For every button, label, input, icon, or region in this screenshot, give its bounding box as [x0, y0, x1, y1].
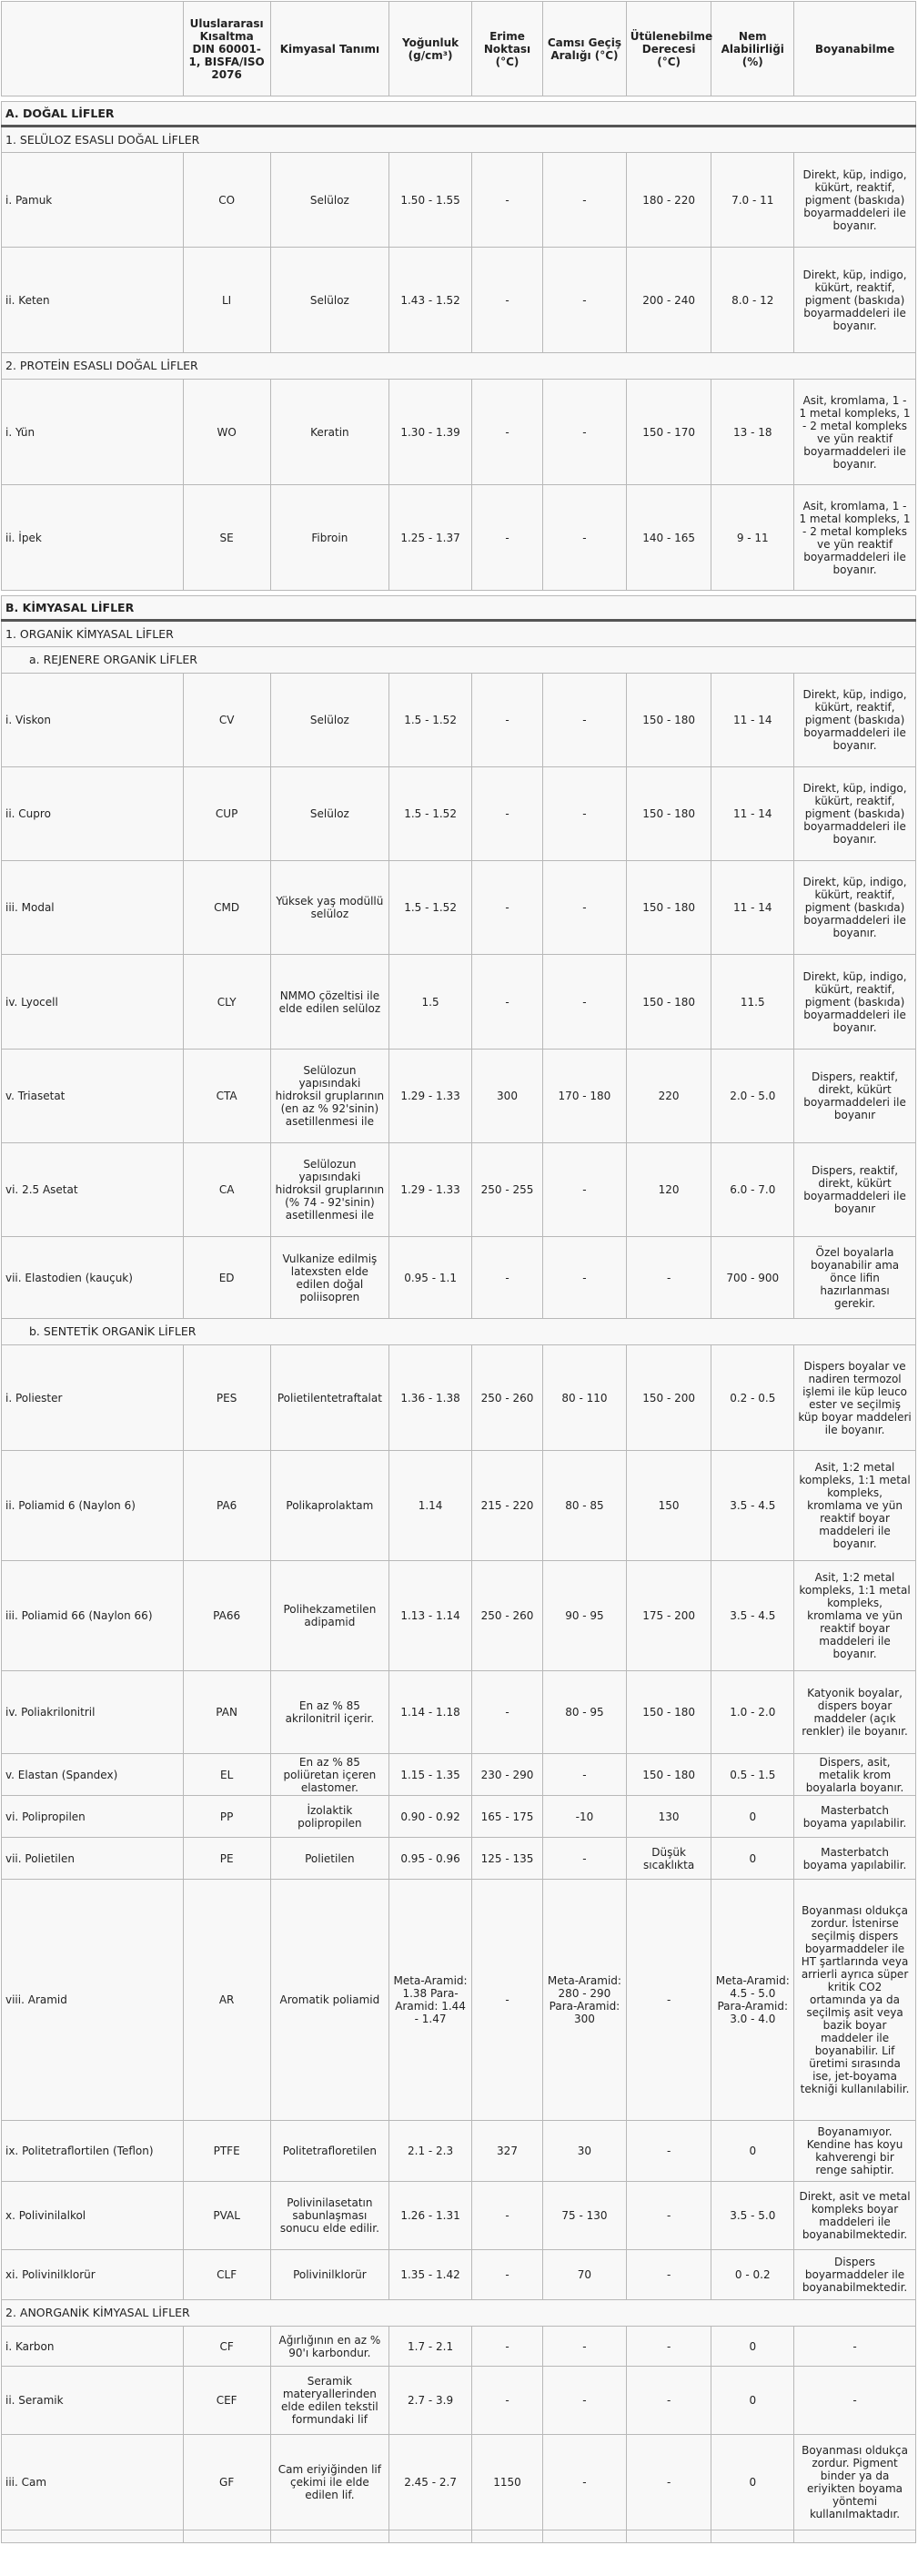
ironing-temp-cell: - — [626, 2182, 711, 2250]
moisture-regain-cell: 11 - 14 — [711, 767, 794, 861]
dyeability-cell: Asit, kromlama, 1 - 1 metal kompleks, 1 - 2 metal kompleks ve yün reaktif boyarmaddeleri ile boyanır. — [794, 380, 916, 485]
glass-transition-cell: - — [543, 1237, 627, 1319]
glass-transition-cell: 80 - 110 — [543, 1345, 627, 1451]
fiber-name-cell: ii. Keten — [2, 248, 184, 353]
empty-cell — [270, 2530, 389, 2543]
fiber-name-cell: iii. Cam — [2, 2435, 184, 2530]
chemical-definition-cell: Selüloz — [270, 248, 389, 353]
ironing-temp-cell: 150 - 180 — [626, 861, 711, 955]
melting-point-cell: - — [471, 2250, 542, 2300]
ironing-temp-cell: - — [626, 1880, 711, 2121]
chemical-definition-cell: Fibroin — [270, 485, 389, 591]
ironing-temp-cell: 120 — [626, 1143, 711, 1237]
chemical-definition-cell: En az % 85 akrilonitril içerir. — [270, 1671, 389, 1754]
density-cell: 1.26 - 1.31 — [389, 2182, 472, 2250]
header-cell: Nem Alabilirliği (%) — [711, 2, 794, 96]
ironing-temp-cell: 200 - 240 — [626, 248, 711, 353]
dyeability-cell: Asit, 1:2 metal kompleks, 1:1 metal kompleks, kromlama ve yün reaktif boyar maddeleri ile boyanır. — [794, 1561, 916, 1671]
subsection-heading: a. REJENERE ORGANİK LİFLER — [2, 647, 916, 674]
chemical-definition-cell: Selülozun yapısındaki hidroksil gruplarının (en az % 92'sinin) asetillenmesi ile — [270, 1050, 389, 1143]
melting-point-cell: 165 - 175 — [471, 1796, 542, 1838]
moisture-regain-cell: 0 — [711, 1796, 794, 1838]
abbreviation-cell: AR — [183, 1880, 270, 2121]
moisture-regain-cell: 0 — [711, 2367, 794, 2435]
table-row — [2, 380, 916, 485]
glass-transition-cell: 170 - 180 — [543, 1050, 627, 1143]
moisture-regain-cell: 2.0 - 5.0 — [711, 1050, 794, 1143]
ironing-temp-cell: 180 - 220 — [626, 153, 711, 248]
density-cell: 1.50 - 1.55 — [389, 153, 472, 248]
melting-point-cell: 215 - 220 — [471, 1451, 542, 1561]
moisture-regain-cell: 0.5 - 1.5 — [711, 1754, 794, 1796]
melting-point-cell: - — [471, 767, 542, 861]
table-row — [2, 1561, 916, 1671]
table-row — [2, 2250, 916, 2300]
chemical-definition-cell: Keratin — [270, 380, 389, 485]
density-cell: 1.43 - 1.52 — [389, 248, 472, 353]
fiber-name-cell: i. Poliester — [2, 1345, 184, 1451]
moisture-regain-cell: 6.0 - 7.0 — [711, 1143, 794, 1237]
fiber-name-cell: v. Elastan (Spandex) — [2, 1754, 184, 1796]
glass-transition-cell: 70 — [543, 2250, 627, 2300]
moisture-regain-cell: 0 — [711, 2121, 794, 2182]
chemical-definition-cell: Polihekzametilen adipamid — [270, 1561, 389, 1671]
abbreviation-cell: PA6 — [183, 1451, 270, 1561]
subsection-heading: b. SENTETİK ORGANİK LİFLER — [2, 1319, 916, 1345]
moisture-regain-cell: 11.5 — [711, 955, 794, 1050]
dyeability-cell: Boyanamıyor. Kendine has koyu kahverengi bir renge sahiptir. — [794, 2121, 916, 2182]
density-cell: 1.5 - 1.52 — [389, 767, 472, 861]
abbreviation-cell: CLY — [183, 955, 270, 1050]
table-row — [2, 767, 916, 861]
density-cell: 2.1 - 2.3 — [389, 2121, 472, 2182]
empty-cell — [183, 2530, 270, 2543]
ironing-temp-cell: - — [626, 2327, 711, 2367]
density-cell: 2.45 - 2.7 — [389, 2435, 472, 2530]
fiber-name-cell: i. Yün — [2, 380, 184, 485]
density-cell: 1.29 - 1.33 — [389, 1143, 472, 1237]
subsection-heading: 2. PROTEİN ESASLI DOĞAL LİFLER — [2, 353, 916, 380]
table-row — [2, 1143, 916, 1237]
melting-point-cell: 250 - 260 — [471, 1561, 542, 1671]
glass-transition-cell: - — [543, 248, 627, 353]
glass-transition-cell: - — [543, 1143, 627, 1237]
chemical-definition-cell: Aromatik poliamid — [270, 1880, 389, 2121]
dyeability-cell: Dispers, reaktif, direkt, kükürt boyarmaddeleri ile boyanır — [794, 1143, 916, 1237]
ironing-temp-cell: - — [626, 2121, 711, 2182]
empty-row — [2, 2530, 916, 2543]
density-cell: 1.15 - 1.35 — [389, 1754, 472, 1796]
ironing-temp-cell: Düşük sıcaklıkta — [626, 1838, 711, 1880]
melting-point-cell: - — [471, 153, 542, 248]
melting-point-cell: - — [471, 2367, 542, 2435]
abbreviation-cell: CEF — [183, 2367, 270, 2435]
density-cell: 1.35 - 1.42 — [389, 2250, 472, 2300]
table-row — [2, 2182, 916, 2250]
dyeability-cell: Dispers boyalar ve nadiren termozol işlemi ile küp leuco ester ve seçilmiş küp boyar maddeleri ile boyanır. — [794, 1345, 916, 1451]
dyeability-cell: - — [794, 2367, 916, 2435]
density-cell: 0.90 - 0.92 — [389, 1796, 472, 1838]
dyeability-cell: Katyonik boyalar, dispers boyar maddeler (açık renkler) ile boyanır. — [794, 1671, 916, 1754]
empty-cell — [794, 2530, 916, 2543]
fiber-name-cell: ii. Poliamid 6 (Naylon 6) — [2, 1451, 184, 1561]
chemical-definition-cell: Selüloz — [270, 153, 389, 248]
glass-transition-cell: 80 - 85 — [543, 1451, 627, 1561]
header-cell: Yoğunluk (g/cm³) — [389, 2, 472, 96]
density-cell: 1.14 - 1.18 — [389, 1671, 472, 1754]
abbreviation-cell: PTFE — [183, 2121, 270, 2182]
header-cell: Boyanabilme — [794, 2, 916, 96]
dyeability-cell: Masterbatch boyama yapılabilir. — [794, 1796, 916, 1838]
chemical-definition-cell: Selülozun yapısındaki hidroksil gruplarının (% 74 - 92'sinin) asetillenmesi ile — [270, 1143, 389, 1237]
density-cell: 1.13 - 1.14 — [389, 1561, 472, 1671]
table-row — [2, 1880, 916, 2121]
moisture-regain-cell: 0.2 - 0.5 — [711, 1345, 794, 1451]
ironing-temp-cell: 150 - 200 — [626, 1345, 711, 1451]
chemical-definition-cell: Seramik materyallerinden elde edilen tekstil formundaki lif — [270, 2367, 389, 2435]
abbreviation-cell: CF — [183, 2327, 270, 2367]
table-row — [2, 1345, 916, 1451]
dyeability-cell: Boyanması oldukça zordur. Pigment binder ya da eriyikten boyama yöntemi kullanılmaktadır. — [794, 2435, 916, 2530]
fiber-name-cell: iv. Poliakrilonitril — [2, 1671, 184, 1754]
subsection-heading: 1. SELÜLOZ ESASLI DOĞAL LİFLER — [2, 127, 916, 153]
abbreviation-cell: PAN — [183, 1671, 270, 1754]
abbreviation-cell: CLF — [183, 2250, 270, 2300]
empty-cell — [543, 2530, 627, 2543]
dyeability-cell: - — [794, 2327, 916, 2367]
abbreviation-cell: CUP — [183, 767, 270, 861]
abbreviation-cell: WO — [183, 380, 270, 485]
empty-cell — [626, 2530, 711, 2543]
abbreviation-cell: CO — [183, 153, 270, 248]
ironing-temp-cell: 150 - 180 — [626, 674, 711, 767]
dyeability-cell: Direkt, küp, indigo, kükürt, reaktif, pigment (baskıda) boyarmaddeleri ile boyanır. — [794, 955, 916, 1050]
fiber-name-cell: vii. Polietilen — [2, 1838, 184, 1880]
empty-cell — [389, 2530, 472, 2543]
melting-point-cell: - — [471, 1880, 542, 2121]
glass-transition-cell: - — [543, 1754, 627, 1796]
ironing-temp-cell: 175 - 200 — [626, 1561, 711, 1671]
melting-point-cell: - — [471, 380, 542, 485]
fiber-name-cell: ix. Politetraflortilen (Teflon) — [2, 2121, 184, 2182]
density-cell: 0.95 - 0.96 — [389, 1838, 472, 1880]
table-row — [2, 955, 916, 1050]
abbreviation-cell: CV — [183, 674, 270, 767]
melting-point-cell: - — [471, 955, 542, 1050]
dyeability-cell: Asit, 1:2 metal kompleks, 1:1 metal kompleks, kromlama ve yün reaktif boyar maddeleri ile boyanır. — [794, 1451, 916, 1561]
table-row — [2, 861, 916, 955]
dyeability-cell: Dispers boyarmaddeler ile boyanabilmektedir. — [794, 2250, 916, 2300]
ironing-temp-cell: 140 - 165 — [626, 485, 711, 591]
density-cell: 1.29 - 1.33 — [389, 1050, 472, 1143]
abbreviation-cell: CMD — [183, 861, 270, 955]
chemical-definition-cell: Selüloz — [270, 674, 389, 767]
ironing-temp-cell: 150 — [626, 1451, 711, 1561]
fiber-name-cell: ii. Cupro — [2, 767, 184, 861]
glass-transition-cell: - — [543, 955, 627, 1050]
fiber-name-cell: x. Polivinilalkol — [2, 2182, 184, 2250]
glass-transition-cell: -10 — [543, 1796, 627, 1838]
glass-transition-cell: - — [543, 861, 627, 955]
moisture-regain-cell: 0 — [711, 1838, 794, 1880]
chemical-definition-cell: Polikaprolaktam — [270, 1451, 389, 1561]
abbreviation-cell: CA — [183, 1143, 270, 1237]
density-cell: 1.5 — [389, 955, 472, 1050]
density-cell: Meta-Aramid: 1.38 Para-Aramid: 1.44 - 1.47 — [389, 1880, 472, 2121]
fiber-name-cell: vii. Elastodien (kauçuk) — [2, 1237, 184, 1319]
chemical-definition-cell: Vulkanize edilmiş latexsten elde edilen doğal poliisopren — [270, 1237, 389, 1319]
dyeability-cell: Masterbatch boyama yapılabilir. — [794, 1838, 916, 1880]
melting-point-cell: 327 — [471, 2121, 542, 2182]
dyeability-cell: Asit, kromlama, 1 - 1 metal kompleks, 1 - 2 metal kompleks ve yün reaktif boyarmaddeleri ile boyanır. — [794, 485, 916, 591]
dyeability-cell: Boyanması oldukça zordur. İstenirse seçilmiş dispers boyarmaddeler ile HT şartlarında veya arrierli ayrıca süper kritik CO2 ortamında ya da seçilmiş asit veya bazik boyar maddeler ile boyanabilir. Lif üretimi sırasında ise, jet-boyama tekniği kullanılabilir. — [794, 1880, 916, 2121]
moisture-regain-cell: 7.0 - 11 — [711, 153, 794, 248]
chemical-definition-cell: Politetrafloretilen — [270, 2121, 389, 2182]
ironing-temp-cell: 220 — [626, 1050, 711, 1143]
moisture-regain-cell: 13 - 18 — [711, 380, 794, 485]
melting-point-cell: 300 — [471, 1050, 542, 1143]
glass-transition-cell: - — [543, 1838, 627, 1880]
empty-cell — [711, 2530, 794, 2543]
dyeability-cell: Direkt, asit ve metal kompleks boyar maddeleri ile boyanabilmektedir. — [794, 2182, 916, 2250]
glass-transition-cell: 75 - 130 — [543, 2182, 627, 2250]
abbreviation-cell: EL — [183, 1754, 270, 1796]
dyeability-cell: Dispers, asit, metalik krom boyalarla boyanır. — [794, 1754, 916, 1796]
glass-transition-cell: - — [543, 153, 627, 248]
ironing-temp-cell: 150 - 180 — [626, 955, 711, 1050]
table-row — [2, 1671, 916, 1754]
moisture-regain-cell: Meta-Aramid: 4.5 - 5.0 Para-Aramid: 3.0 - 4.0 — [711, 1880, 794, 2121]
table-row — [2, 1050, 916, 1143]
ironing-temp-cell: - — [626, 2250, 711, 2300]
moisture-regain-cell: 3.5 - 4.5 — [711, 1561, 794, 1671]
fiber-name-cell: ii. İpek — [2, 485, 184, 591]
melting-point-cell: 250 - 260 — [471, 1345, 542, 1451]
density-cell: 1.5 - 1.52 — [389, 861, 472, 955]
empty-cell — [2, 2530, 184, 2543]
moisture-regain-cell: 11 - 14 — [711, 861, 794, 955]
subsection-heading: 2. ANORGANİK KİMYASAL LİFLER — [2, 2300, 916, 2327]
melting-point-cell: - — [471, 674, 542, 767]
fiber-properties-table — [1, 1, 916, 2543]
chemical-definition-cell: Ağırlığının en az % 90'ı karbondur. — [270, 2327, 389, 2367]
ironing-temp-cell: 130 — [626, 1796, 711, 1838]
abbreviation-cell: SE — [183, 485, 270, 591]
chemical-definition-cell: Polietilen — [270, 1838, 389, 1880]
fiber-name-cell: v. Triasetat — [2, 1050, 184, 1143]
glass-transition-cell: 90 - 95 — [543, 1561, 627, 1671]
dyeability-cell: Direkt, küp, indigo, kükürt, reaktif, pigment (baskıda) boyarmaddeleri ile boyanır. — [794, 767, 916, 861]
chemical-definition-cell: Yüksek yaş modüllü selüloz — [270, 861, 389, 955]
header-cell: Kimyasal Tanımı — [270, 2, 389, 96]
table-row — [2, 1838, 916, 1880]
density-cell: 1.14 — [389, 1451, 472, 1561]
glass-transition-cell: 80 - 95 — [543, 1671, 627, 1754]
table-row — [2, 1237, 916, 1319]
header-cell: Camsı Geçiş Aralığı (°C) — [543, 2, 627, 96]
chemical-definition-cell: Polietilentetraftalat — [270, 1345, 389, 1451]
moisture-regain-cell: 11 - 14 — [711, 674, 794, 767]
table-row — [2, 248, 916, 353]
melting-point-cell: - — [471, 2327, 542, 2367]
glass-transition-cell: 30 — [543, 2121, 627, 2182]
melting-point-cell: 125 - 135 — [471, 1838, 542, 1880]
density-cell: 2.7 - 3.9 — [389, 2367, 472, 2435]
fiber-name-cell: iii. Poliamid 66 (Naylon 66) — [2, 1561, 184, 1671]
fiber-name-cell: vi. Polipropilen — [2, 1796, 184, 1838]
table-row — [2, 2121, 916, 2182]
melting-point-cell: - — [471, 1671, 542, 1754]
header-cell — [2, 2, 184, 96]
abbreviation-cell: CTA — [183, 1050, 270, 1143]
table-row — [2, 153, 916, 248]
moisture-regain-cell: 3.5 - 4.5 — [711, 1451, 794, 1561]
table-row — [2, 1754, 916, 1796]
subsection-heading: 1. ORGANİK KİMYASAL LİFLER — [2, 621, 916, 647]
melting-point-cell: 1150 — [471, 2435, 542, 2530]
table-row — [2, 1451, 916, 1561]
glass-transition-cell: - — [543, 2435, 627, 2530]
dyeability-cell: Direkt, küp, indigo, kükürt, reaktif, pigment (baskıda) boyarmaddeleri ile boyanır. — [794, 674, 916, 767]
moisture-regain-cell: 8.0 - 12 — [711, 248, 794, 353]
abbreviation-cell: ED — [183, 1237, 270, 1319]
ironing-temp-cell: 150 - 180 — [626, 767, 711, 861]
fiber-name-cell: viii. Aramid — [2, 1880, 184, 2121]
abbreviation-cell: PP — [183, 1796, 270, 1838]
melting-point-cell: - — [471, 1237, 542, 1319]
melting-point-cell: - — [471, 2182, 542, 2250]
empty-cell — [471, 2530, 542, 2543]
fiber-name-cell: i. Viskon — [2, 674, 184, 767]
header-row — [2, 2, 916, 96]
table-row — [2, 2327, 916, 2367]
ironing-temp-cell: 150 - 180 — [626, 1754, 711, 1796]
fiber-name-cell: iii. Modal — [2, 861, 184, 955]
dyeability-cell: Dispers, reaktif, direkt, kükürt boyarmaddeleri ile boyanır — [794, 1050, 916, 1143]
chemical-definition-cell: Polivinilasetatın sabunlaşması sonucu elde edilir. — [270, 2182, 389, 2250]
table-row — [2, 2367, 916, 2435]
melting-point-cell: - — [471, 248, 542, 353]
fiber-name-cell: i. Karbon — [2, 2327, 184, 2367]
density-cell: 1.7 - 2.1 — [389, 2327, 472, 2367]
melting-point-cell: 230 - 290 — [471, 1754, 542, 1796]
glass-transition-cell: - — [543, 2367, 627, 2435]
fiber-name-cell: ii. Seramik — [2, 2367, 184, 2435]
density-cell: 0.95 - 1.1 — [389, 1237, 472, 1319]
moisture-regain-cell: 9 - 11 — [711, 485, 794, 591]
abbreviation-cell: GF — [183, 2435, 270, 2530]
glass-transition-cell: - — [543, 767, 627, 861]
chemical-definition-cell: Polivinilklorür — [270, 2250, 389, 2300]
header-cell: Ütülenebilme Derecesi (°C) — [626, 2, 711, 96]
density-cell: 1.5 - 1.52 — [389, 674, 472, 767]
abbreviation-cell: PA66 — [183, 1561, 270, 1671]
dyeability-cell: Direkt, küp, indigo, kükürt, reaktif, pigment (baskıda) boyarmaddeleri ile boyanır. — [794, 861, 916, 955]
moisture-regain-cell: 3.5 - 5.0 — [711, 2182, 794, 2250]
glass-transition-cell: Meta-Aramid: 280 - 290 Para-Aramid: 300 — [543, 1880, 627, 2121]
abbreviation-cell: LI — [183, 248, 270, 353]
table-row — [2, 674, 916, 767]
table-row — [2, 2435, 916, 2530]
moisture-regain-cell: 1.0 - 2.0 — [711, 1671, 794, 1754]
table-row — [2, 1796, 916, 1838]
fiber-name-cell: i. Pamuk — [2, 153, 184, 248]
fiber-name-cell: iv. Lyocell — [2, 955, 184, 1050]
moisture-regain-cell: 0 — [711, 2435, 794, 2530]
melting-point-cell: 250 - 255 — [471, 1143, 542, 1237]
chemical-definition-cell: En az % 85 poliüretan içeren elastomer. — [270, 1754, 389, 1796]
fiber-name-cell: vi. 2.5 Asetat — [2, 1143, 184, 1237]
density-cell: 1.25 - 1.37 — [389, 485, 472, 591]
chemical-definition-cell: Selüloz — [270, 767, 389, 861]
glass-transition-cell: - — [543, 485, 627, 591]
dyeability-cell: Özel boyalarla boyanabilir ama önce lifin hazırlanması gerekir. — [794, 1237, 916, 1319]
chemical-definition-cell: İzolaktik polipropilen — [270, 1796, 389, 1838]
ironing-temp-cell: - — [626, 1237, 711, 1319]
dyeability-cell: Direkt, küp, indigo, kükürt, reaktif, pigment (baskıda) boyarmaddeleri ile boyanır. — [794, 153, 916, 248]
table-row — [2, 485, 916, 591]
section-heading: A. DOĞAL LİFLER — [2, 102, 916, 127]
chemical-definition-cell: Cam eriyiğinden lif çekimi ile elde edilen lif. — [270, 2435, 389, 2530]
glass-transition-cell: - — [543, 674, 627, 767]
ironing-temp-cell: 150 - 170 — [626, 380, 711, 485]
ironing-temp-cell: 150 - 180 — [626, 1671, 711, 1754]
glass-transition-cell: - — [543, 380, 627, 485]
ironing-temp-cell: - — [626, 2367, 711, 2435]
abbreviation-cell: PES — [183, 1345, 270, 1451]
section-heading: B. KİMYASAL LİFLER — [2, 596, 916, 621]
glass-transition-cell: - — [543, 2327, 627, 2367]
header-cell: Erime Noktası (°C) — [471, 2, 542, 96]
moisture-regain-cell: 700 - 900 — [711, 1237, 794, 1319]
dyeability-cell: Direkt, küp, indigo, kükürt, reaktif, pigment (baskıda) boyarmaddeleri ile boyanır. — [794, 248, 916, 353]
moisture-regain-cell: 0 - 0.2 — [711, 2250, 794, 2300]
abbreviation-cell: PE — [183, 1838, 270, 1880]
melting-point-cell: - — [471, 861, 542, 955]
density-cell: 1.30 - 1.39 — [389, 380, 472, 485]
moisture-regain-cell: 0 — [711, 2327, 794, 2367]
abbreviation-cell: PVAL — [183, 2182, 270, 2250]
fiber-name-cell: xi. Polivinilklorür — [2, 2250, 184, 2300]
melting-point-cell: - — [471, 485, 542, 591]
density-cell: 1.36 - 1.38 — [389, 1345, 472, 1451]
header-cell: Uluslararası Kısaltma DIN 60001-1, BISFA/ISO 2076 — [183, 2, 270, 96]
ironing-temp-cell: - — [626, 2435, 711, 2530]
chemical-definition-cell: NMMO çözeltisi ile elde edilen selüloz — [270, 955, 389, 1050]
